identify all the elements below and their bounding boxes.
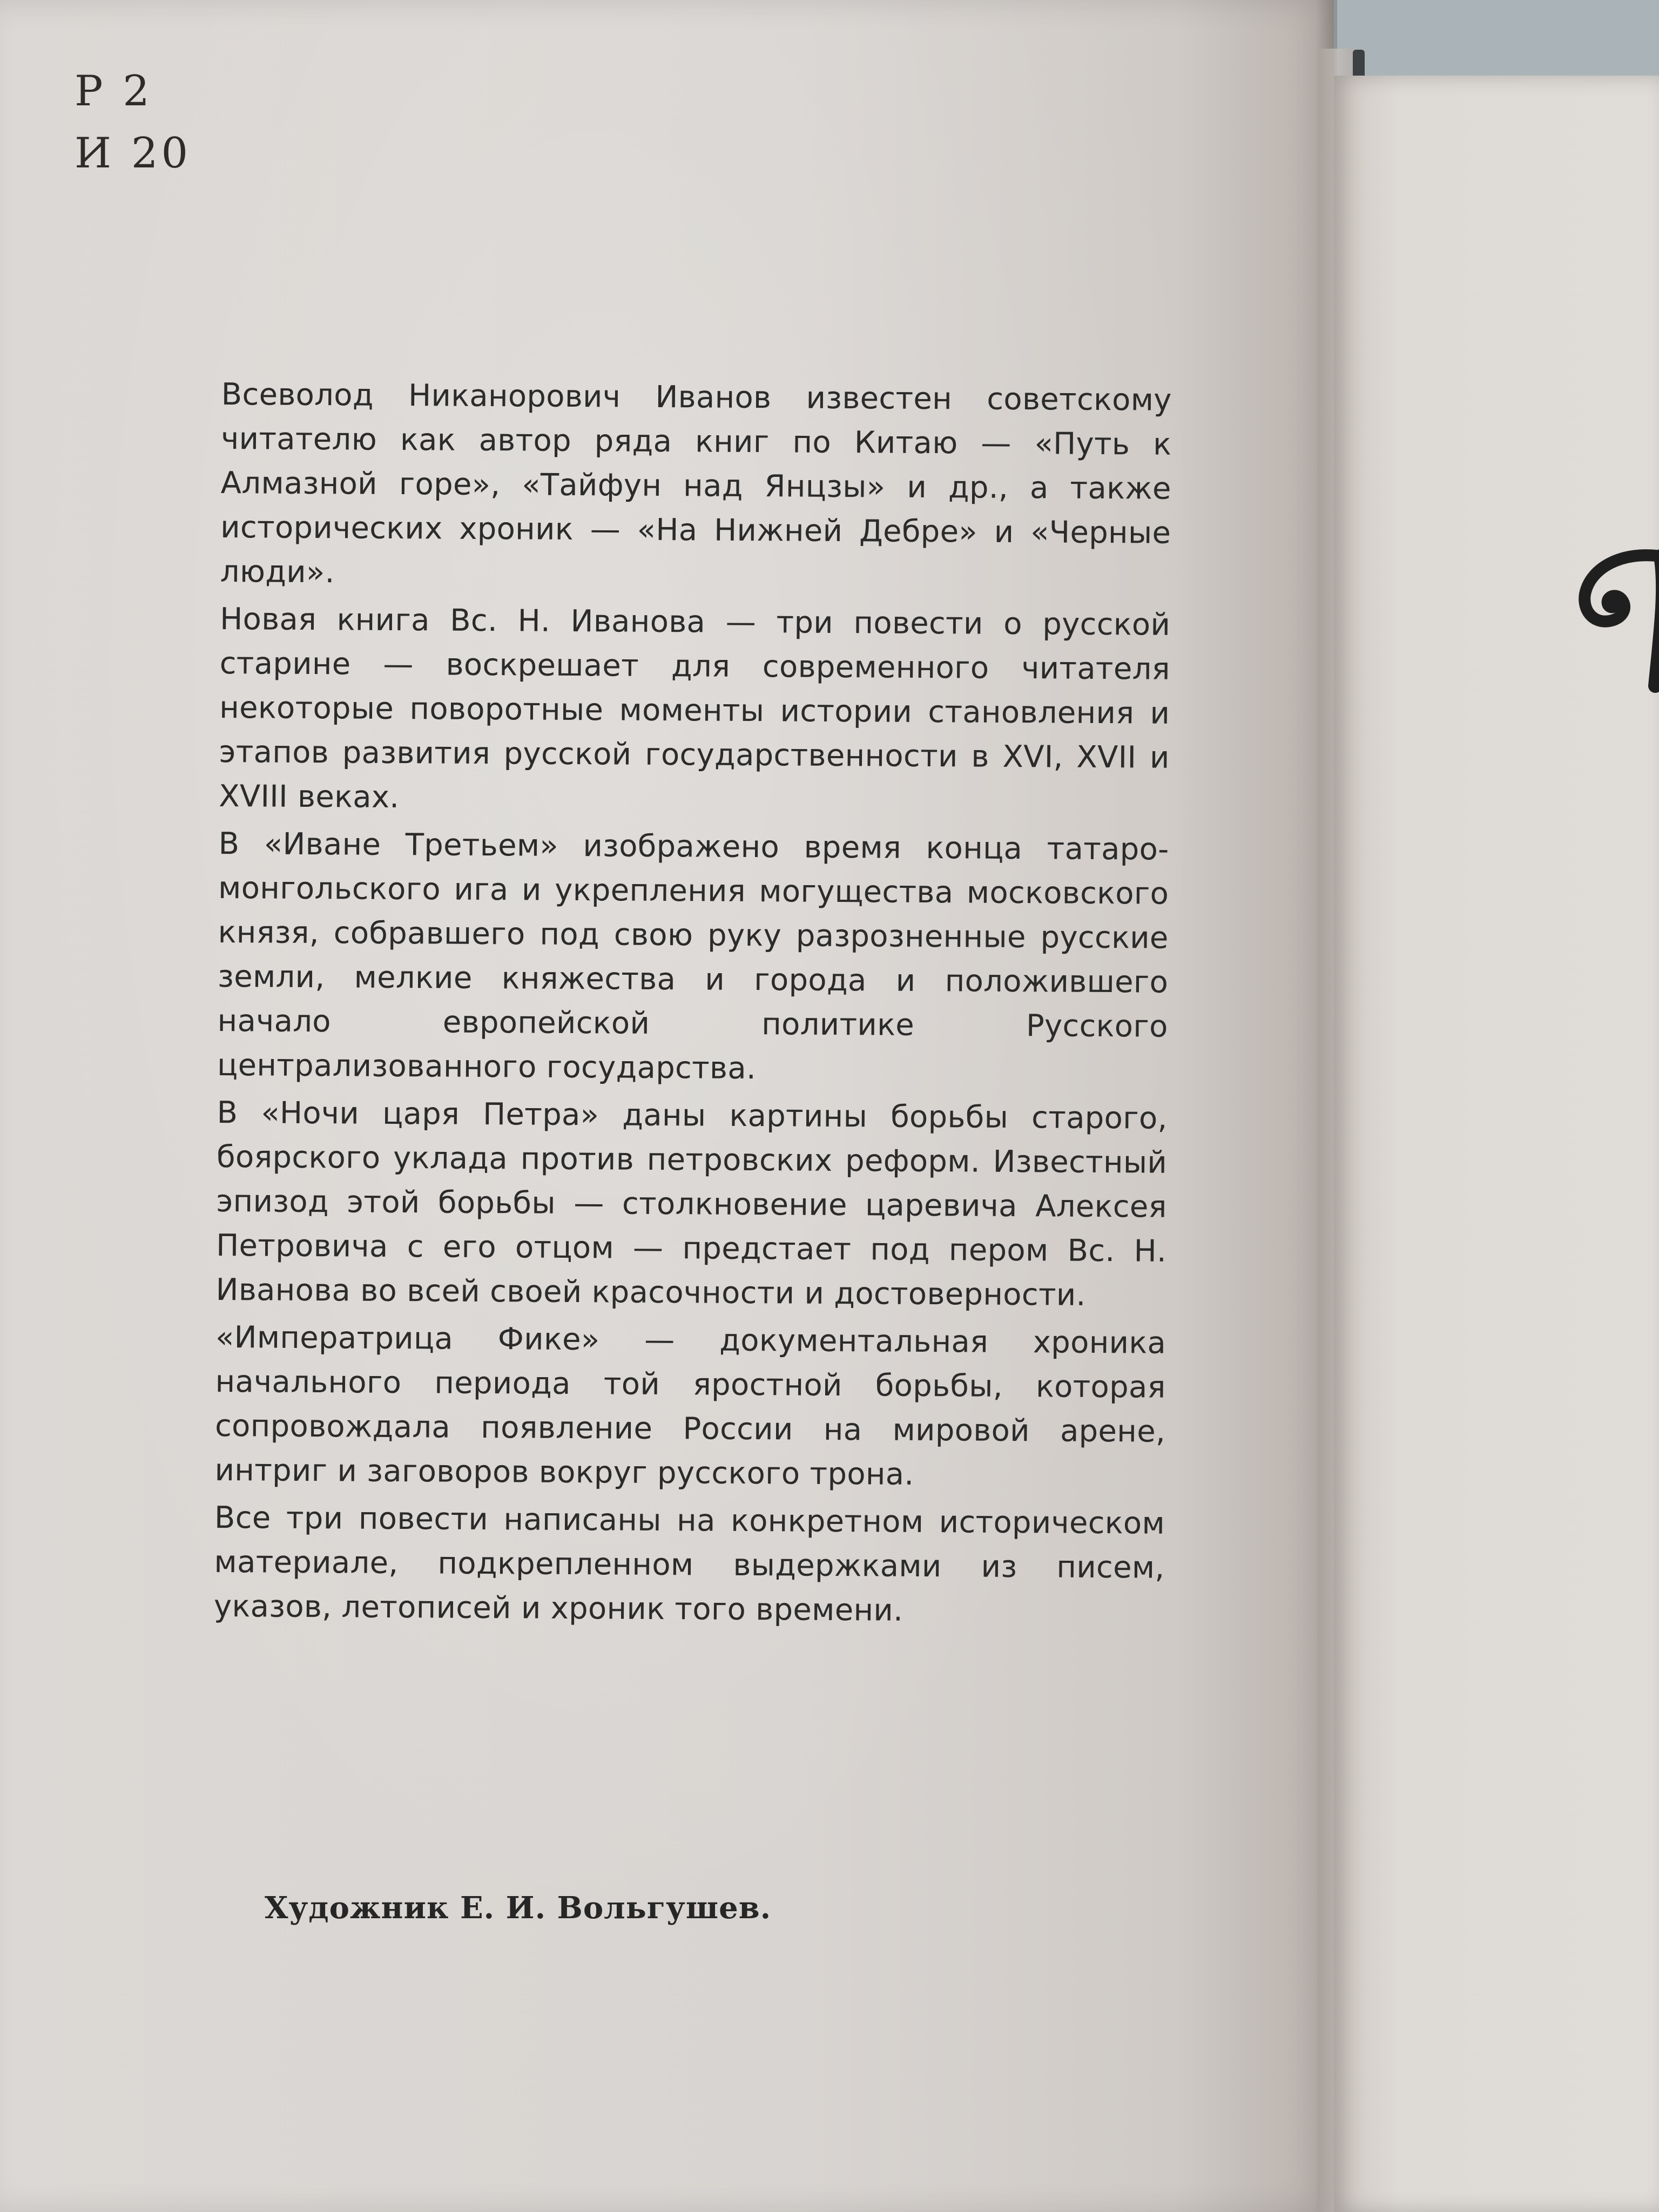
annotation-paragraph-2: Новая книга Вс. Н. Иванова — три повести о русской старине — воскрешает для современного читателя некоторые поворотные моменты истории становления и этапов развития русской государственности в XVI, XVII и XVIII веках. <box>219 601 1171 815</box>
library-code-line-2: И 20 <box>75 129 192 178</box>
library-code-line-1: Р 2 <box>75 67 153 116</box>
annotation-paragraph-1: Всеволод Никанорович Иванов известен советскому читателю как автор ряда книг по Китаю — «Путь к Алмазной горе», «Тайфун над Янцзы» и др., а также исторических хроник — «На Нижней Дебре» и «Черные люди». <box>220 376 1172 590</box>
annotation-paragraph-6: Все три повести написаны на конкретном историческом материале, подкрепленном выдержками из писем, указов, летописей и хроник того времени. <box>213 1500 1165 1628</box>
decorative-letter-fragment <box>1580 545 1659 707</box>
right-page <box>1334 76 1659 2212</box>
annotation-paragraph-4: В «Ночи царя Петра» даны картины борьбы старого, боярского уклада против петровских реформ. Известный эпизод этой борьбы — столкновение царевича Алексея Петровича с его отцом — предстает под пером Вс. Н. Иванова во всей своей красочности и достоверности. <box>215 1095 1168 1313</box>
annotation-paragraph-5: «Императрица Фике» — документальная хроника начального периода той яростной борьбы, которая сопровождала появление России на мировой арене, интриг и заговоров вокруг русского трона. <box>214 1319 1166 1492</box>
annotation-block <box>214 373 1172 1635</box>
annotation-paragraph-3: В «Иване Третьем» изображено время конца татаро-монгольского ига и укрепления могущества московского князя, собравшего под свою руку разрозненные русские земли, мелкие княжества и города и положившего начало европейской политике Русского централизованного государства. <box>217 826 1169 1087</box>
artist-credit: Художник Е. И. Вольгушев. <box>265 1890 772 1926</box>
